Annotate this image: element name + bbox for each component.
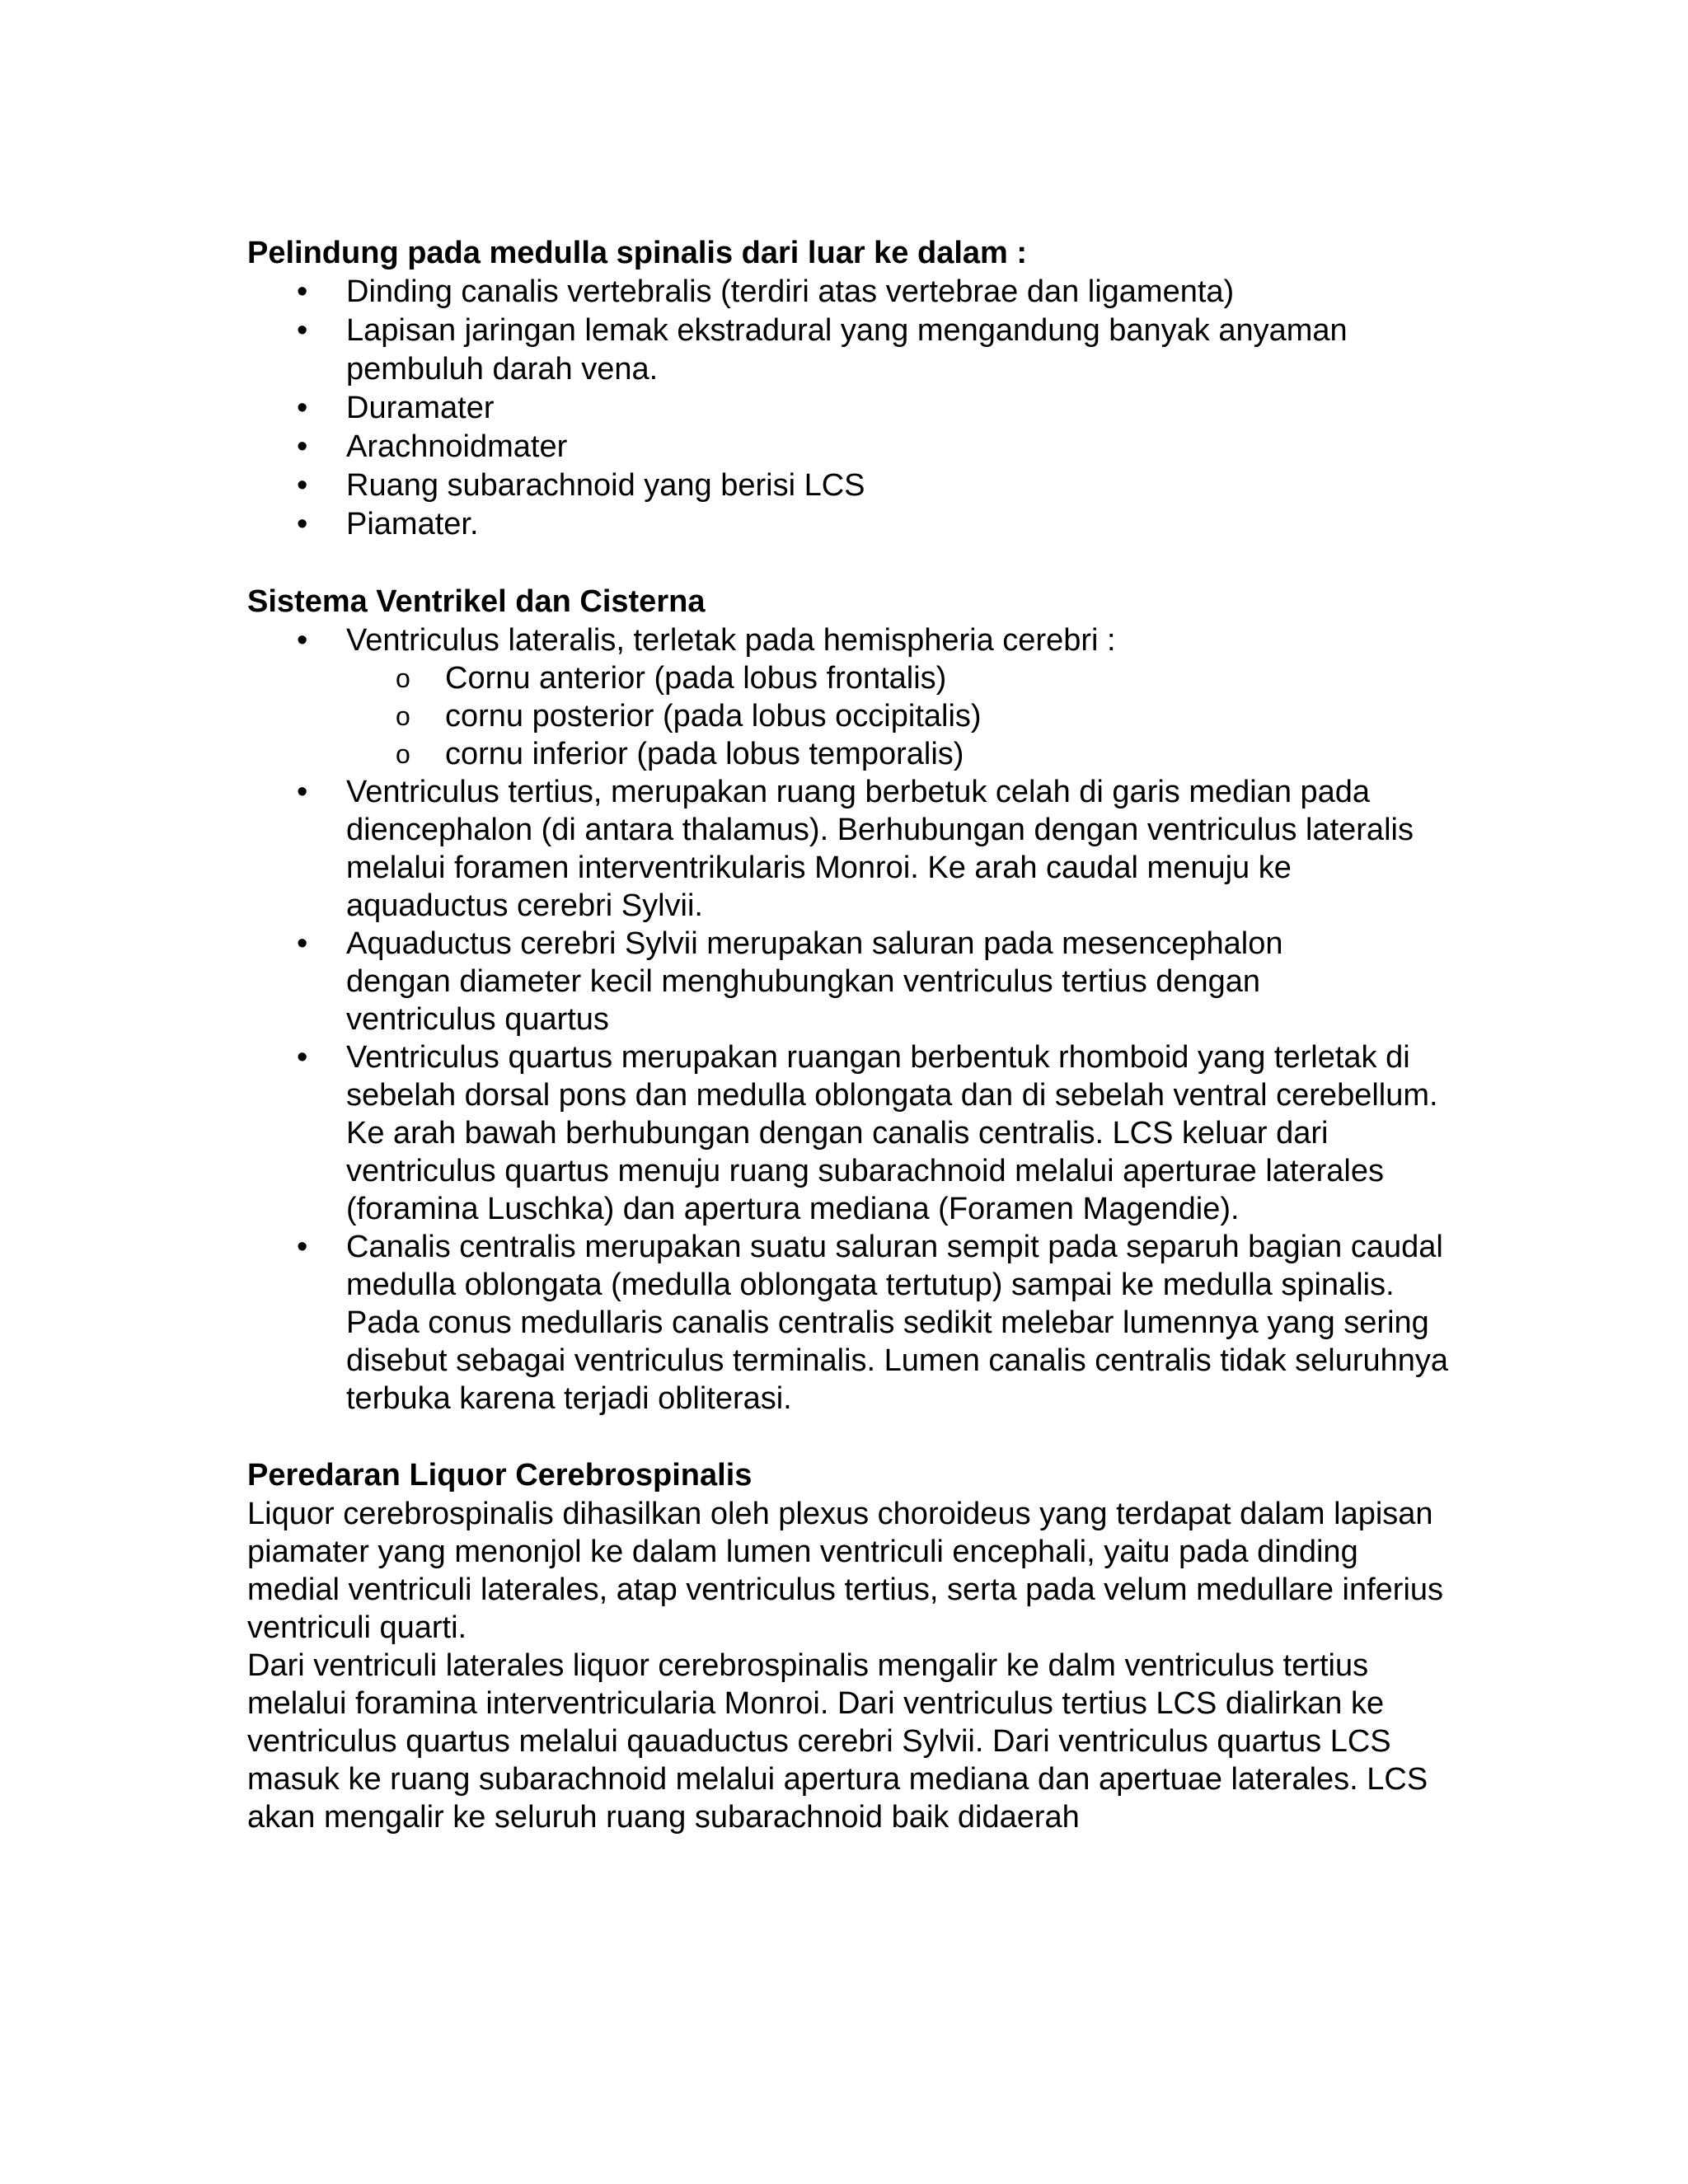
list-item: • Lapisan jaringan lemak ekstradural yang mengandung banyak anyaman pembuluh darah vena. [297, 313, 1348, 387]
section-heading-ventrikel: Sistema Ventrikel dan Cisterna [247, 584, 706, 619]
bullet-icon: • [297, 468, 308, 503]
bullet-icon: • [297, 1230, 308, 1264]
list-item: • Ventriculus tertius, merupakan ruang berbetuk celah di garis median pada diencephalon (di antara thalamus). Berhubungan dengan ventriculus lateralis melalui foramen interventrikularis Monroi. Ke arah caudal menuju ke aquaductus cerebri Sylvii. [297, 775, 1414, 923]
list-item: • Dinding canalis vertebralis (terdiri atas vertebrae dan ligamenta) [247, 273, 1451, 312]
list-item: • Ventriculus quartus merupakan ruangan berbentuk rhomboid yang terletak di sebelah dorsal pons dan medulla oblongata dan di sebelah ventral cerebellum. Ke arah bawah berhubungan dengan canalis centralis. LCS keluar dari ventriculus quartus menuju ruang subarachnoid melalui aperturae laterales (foramina Luschka) dan apertura mediana (Foramen Magendie). [297, 1040, 1438, 1226]
list-item: • Ventriculus lateralis, terletak pada hemispheria cerebri : o Cornu anterior (pada lobus frontalis) o cornu posterior (pada lobus occipitalis) o cornu inferior (pada lobus temporalis) [247, 621, 1451, 773]
paragraph: Dari ventriculi laterales liquor cerebrospinalis mengalir ke dalm ventriculus tertius melalui foramina interventricularia Monroi. Dari ventriculus tertius LCS dialirkan ke ventriculus quartus melalui qauaductus cerebri Sylvii. Dari ventriculus quartus LCS masuk ke ruang subarachnoid melalui apertura mediana dan apertuae laterales. LCS akan mengalir ke seluruh ruang subarachnoid baik didaerah [247, 1648, 1428, 1835]
paragraph: Liquor cerebrospinalis dihasilkan oleh plexus choroideus yang terdapat dalam lapisan piamater yang menonjol ke dalam lumen ventriculi encephali, yaitu pada dinding medial ventriculi laterales, atap ventriculus tertius, serta pada velum medullare inferius ventriculi quarti. [247, 1497, 1444, 1645]
bullet-icon: • [297, 775, 308, 809]
list-item: • Ruang subarachnoid yang berisi LCS [247, 466, 1451, 505]
bullet-icon: • [297, 429, 308, 464]
bullet-icon: • [297, 1040, 308, 1075]
bullet-icon: • [297, 623, 308, 658]
bullet-icon: • [297, 274, 308, 309]
sub-list-item: o Cornu anterior (pada lobus frontalis) [396, 661, 947, 696]
circle-bullet-icon: o [396, 739, 410, 769]
section-heading-pelindung: Pelindung pada medulla spinalis dari luar ke dalam : [247, 236, 1028, 270]
bullet-icon: • [297, 313, 308, 348]
circle-bullet-icon: o [396, 663, 410, 693]
circle-bullet-icon: o [396, 701, 410, 731]
bullet-icon: • [297, 926, 308, 961]
list-item: • Aquaductus cerebri Sylvii merupakan saluran pada mesencephalon dengan diameter kecil menghubungkan ventriculus tertius dengan ventriculus quartus [297, 926, 1283, 1037]
document-page [247, 234, 1451, 1836]
sub-list-item: o cornu posterior (pada lobus occipitalis) [396, 699, 982, 733]
ventrikel-list [247, 621, 1451, 1418]
list-item: • Piamater. [247, 505, 1451, 544]
cornu-sublist [346, 659, 1451, 773]
bullet-icon: • [297, 391, 308, 425]
pelindung-list [247, 273, 1451, 544]
bullet-icon: • [297, 507, 308, 541]
sub-list-item: o cornu inferior (pada lobus temporalis) [396, 737, 964, 771]
section-heading-peredaran: Peredaran Liquor Cerebrospinalis [247, 1458, 753, 1493]
list-item: • Canalis centralis merupakan suatu saluran sempit pada separuh bagian caudal medulla oblongata (medulla oblongata tertutup) sampai ke medulla spinalis. Pada conus medullaris canalis centralis sedikit melebar lumennya yang sering disebut sebagai ventriculus terminalis. Lumen canalis centralis tidak seluruhnya terbuka karena terjadi obliterasi. [297, 1230, 1449, 1416]
list-item: • Arachnoidmater [247, 428, 1451, 466]
list-item: • Duramater [247, 389, 1451, 428]
